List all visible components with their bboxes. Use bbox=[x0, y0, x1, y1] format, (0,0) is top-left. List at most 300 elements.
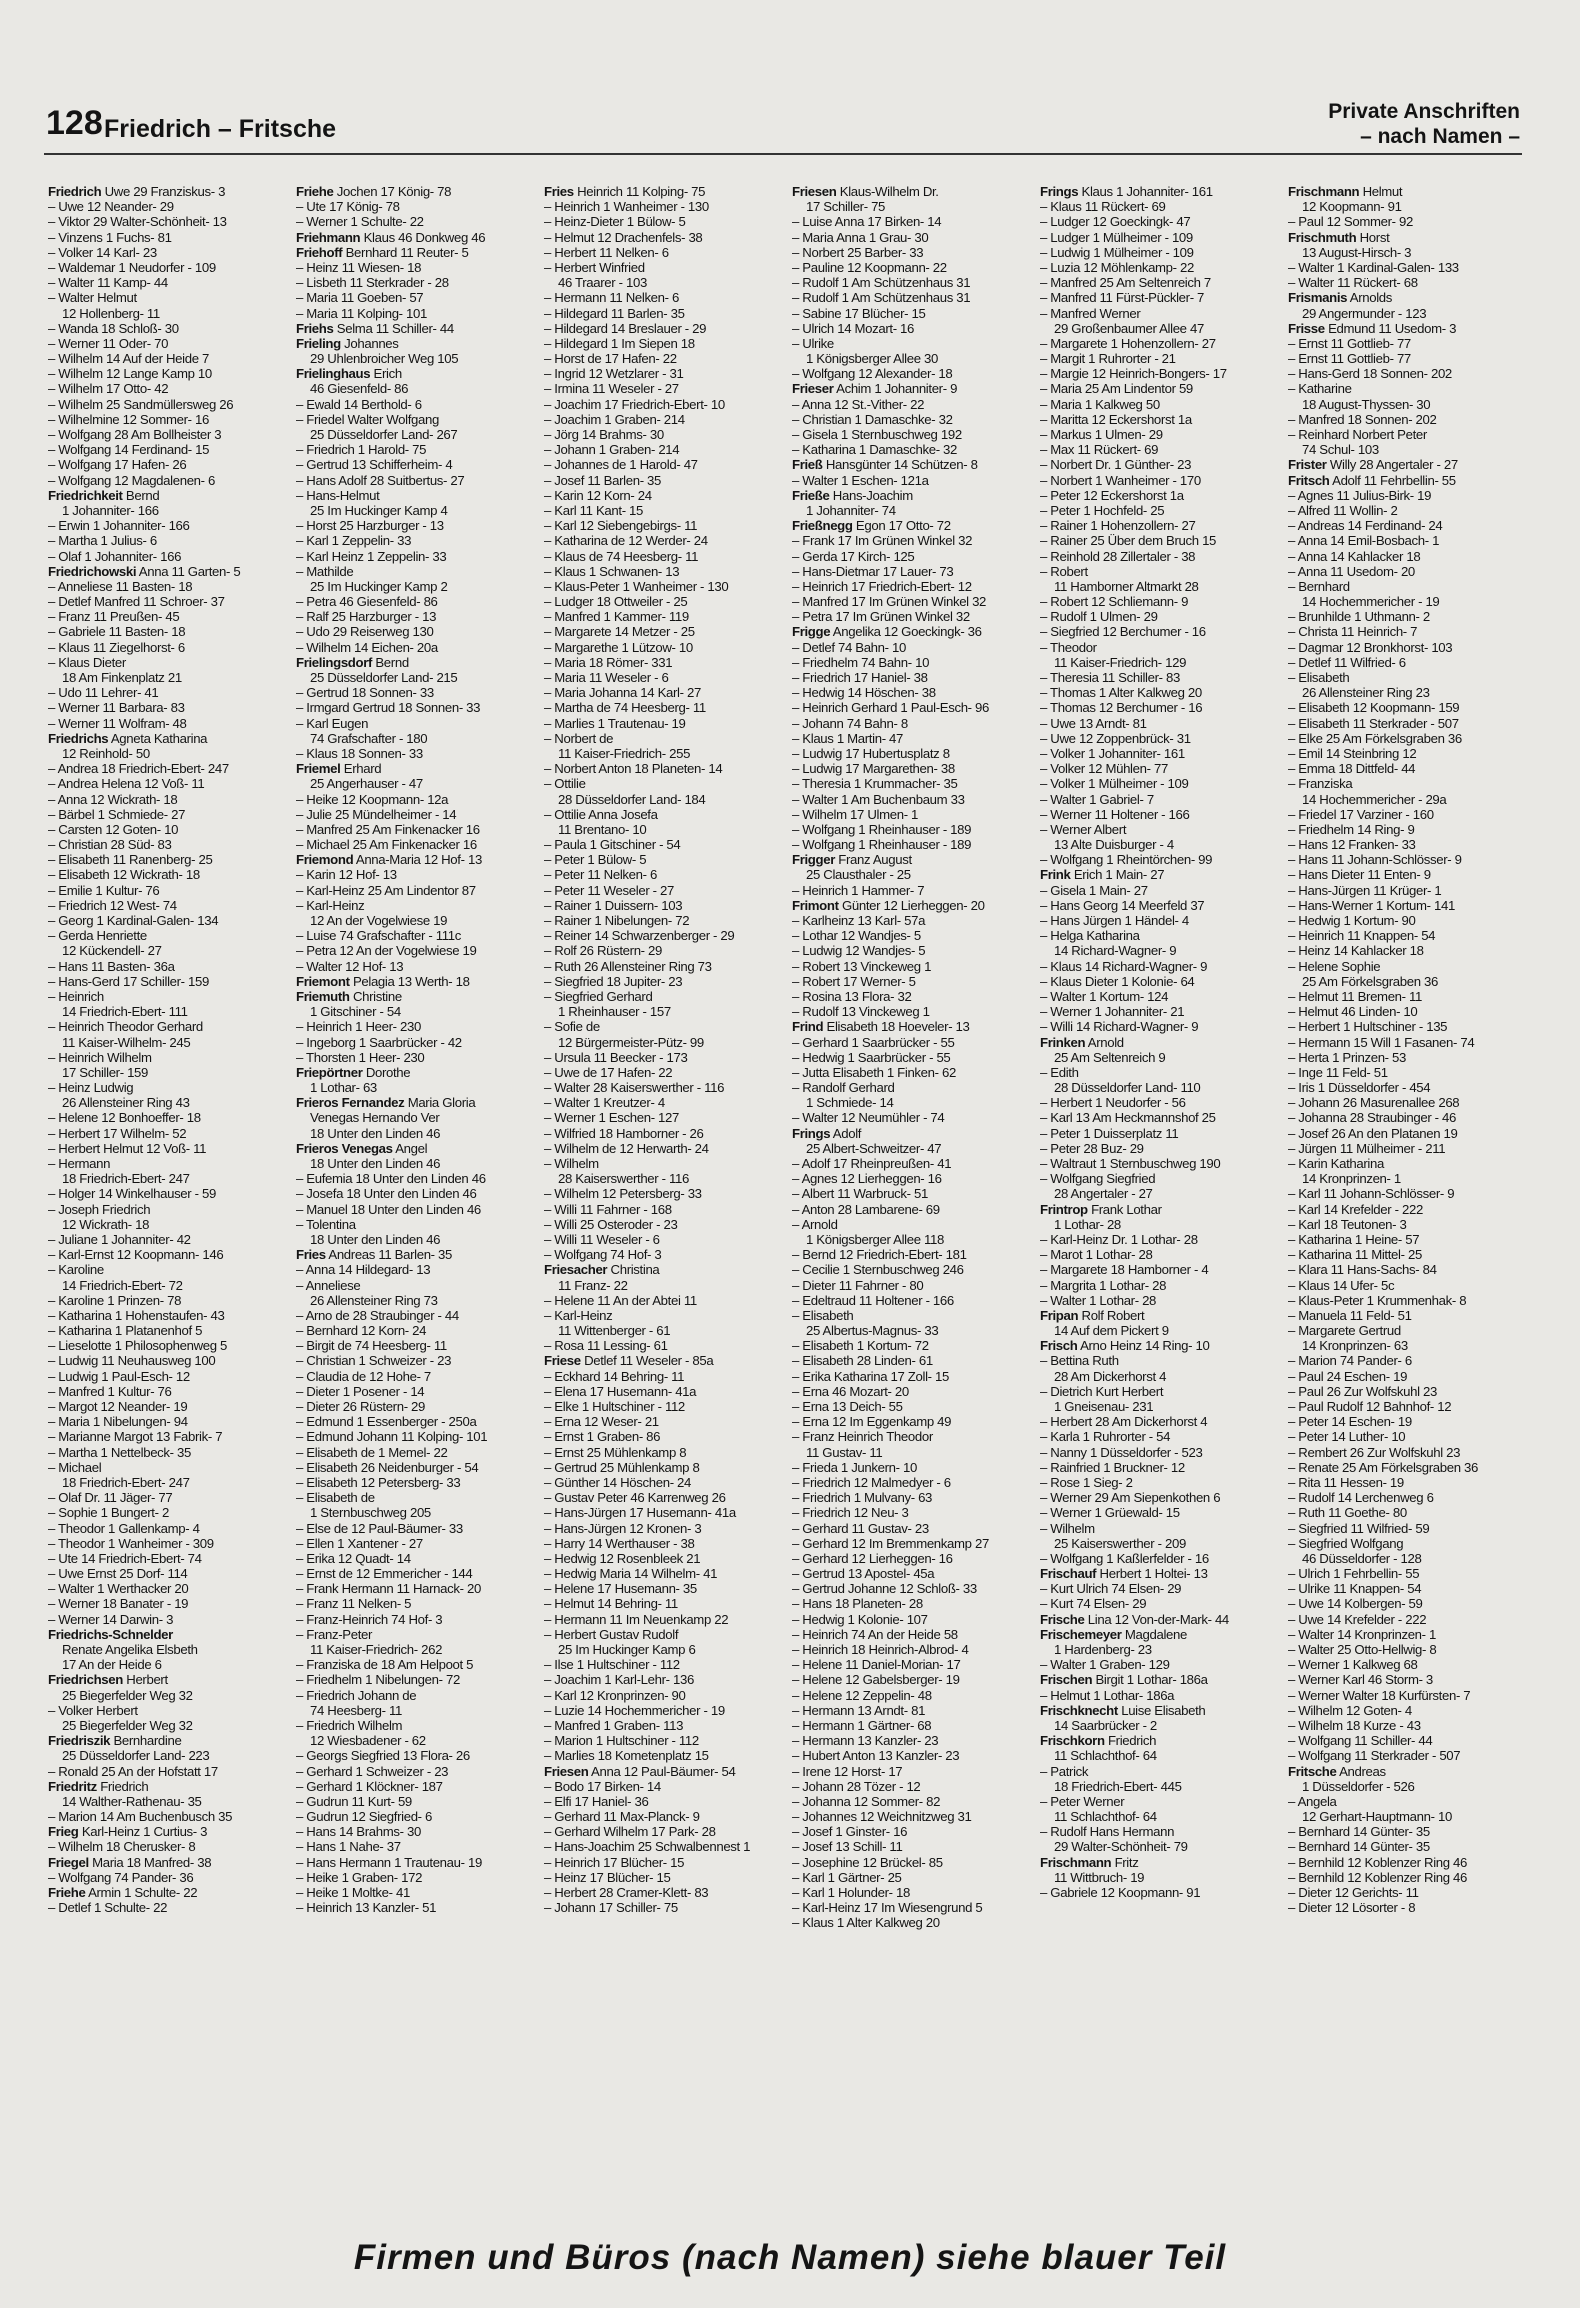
directory-entry bbox=[792, 1247, 1030, 1262]
directory-entry bbox=[544, 1490, 782, 1505]
directory-entry bbox=[48, 1672, 286, 1687]
directory-entry bbox=[1040, 959, 1278, 974]
entry-text: – Petra 17 Im Grünen Winkel 32 bbox=[792, 609, 970, 625]
directory-entry bbox=[48, 397, 286, 412]
entry-text: – Margarete Gertrud bbox=[1288, 1323, 1401, 1339]
surname: Friedritz bbox=[48, 1778, 97, 1794]
entry-text: – Marianne Margot 13 Fabrik- 7 bbox=[48, 1429, 223, 1445]
directory-entry bbox=[48, 336, 286, 351]
surname: Fripan bbox=[1040, 1307, 1079, 1323]
directory-entry bbox=[296, 1050, 534, 1065]
directory-entry bbox=[544, 731, 782, 746]
directory-entry bbox=[1288, 397, 1526, 412]
directory-entry bbox=[544, 1080, 782, 1095]
directory-entry bbox=[544, 1338, 782, 1353]
entry-text: – Andreas 14 Ferdinand- 24 bbox=[1288, 518, 1443, 534]
entry-text: – Christa 11 Heinrich- 7 bbox=[1288, 624, 1418, 640]
entry-text: – Rudolf Hans Hermann bbox=[1040, 1824, 1175, 1840]
entry-text: Selma 11 Schiller- 44 bbox=[333, 320, 454, 336]
entry-text: – Peter 14 Eschen- 19 bbox=[1288, 1414, 1412, 1430]
entry-text: 1 Sternbuschweg 205 bbox=[310, 1505, 431, 1521]
directory-entry bbox=[296, 1247, 534, 1262]
entry-text: Heinrich 11 Kolping- 75 bbox=[573, 184, 706, 199]
entry-text: – Marion 74 Pander- 6 bbox=[1288, 1353, 1412, 1369]
directory-entry bbox=[792, 989, 1030, 1004]
directory-entry bbox=[296, 974, 534, 989]
entry-text: 29 Uhlenbroicher Weg 105 bbox=[310, 351, 459, 367]
entry-text: – Karl-Heinz 17 Im Wiesengrund 5 bbox=[792, 1900, 983, 1916]
entry-text: – Max 11 Rückert- 69 bbox=[1040, 442, 1159, 458]
entry-text: – Volker 12 Mühlen- 77 bbox=[1040, 761, 1168, 777]
directory-entry bbox=[1040, 852, 1278, 867]
directory-entry bbox=[48, 1475, 286, 1490]
directory-entry bbox=[544, 1885, 782, 1900]
directory-entry bbox=[544, 1642, 782, 1657]
directory-entry bbox=[544, 1247, 782, 1262]
directory-entry bbox=[792, 1308, 1030, 1323]
entry-text: – Johanna 28 Straubinger - 46 bbox=[1288, 1110, 1457, 1126]
directory-entry bbox=[1040, 1217, 1278, 1232]
directory-entry bbox=[792, 1839, 1030, 1854]
directory-entry bbox=[1040, 1247, 1278, 1262]
directory-entry bbox=[48, 928, 286, 943]
directory-entry bbox=[1040, 594, 1278, 609]
entry-text: – Klaus 11 Ziegelhorst- 6 bbox=[48, 639, 185, 655]
entry-text: 13 August-Hirsch- 3 bbox=[1302, 244, 1412, 260]
directory-entry bbox=[48, 245, 286, 260]
directory-entry bbox=[1288, 913, 1526, 928]
directory-entry bbox=[48, 867, 286, 882]
directory-entry bbox=[296, 1490, 534, 1505]
entry-text: – Werner 14 Darwin- 3 bbox=[48, 1611, 174, 1627]
entry-text: Hansgünter 14 Schützen- 8 bbox=[822, 457, 978, 473]
entry-text: – Maria 11 Weseler - 6 bbox=[544, 670, 669, 685]
entry-text: – Norbert Dr. 1 Günther- 23 bbox=[1040, 457, 1192, 473]
surname: Fritsch bbox=[1288, 472, 1330, 488]
entry-text: – Ute 14 Friedrich-Ebert- 74 bbox=[48, 1550, 202, 1566]
directory-entry bbox=[1288, 898, 1526, 913]
directory-entry bbox=[296, 199, 534, 214]
directory-entry bbox=[296, 670, 534, 685]
directory-entry bbox=[1288, 1080, 1526, 1095]
surname: Frisse bbox=[1288, 320, 1325, 336]
entry-text: – Josef 1 Ginster- 16 bbox=[792, 1824, 908, 1840]
entry-text: – Hans Georg 14 Meerfeld 37 bbox=[1040, 897, 1205, 913]
directory-entry bbox=[48, 761, 286, 776]
directory-entry bbox=[792, 1536, 1030, 1551]
directory-entry bbox=[1288, 1429, 1526, 1444]
entry-text: – Hans 11 Basten- 36a bbox=[48, 958, 175, 974]
directory-entry bbox=[1288, 427, 1526, 442]
entry-text: – Waltraut 1 Sternbuschweg 190 bbox=[1040, 1156, 1221, 1171]
entry-text: – Friedel Walter Wolfgang bbox=[296, 411, 439, 427]
entry-text: – Gisela 1 Main- 27 bbox=[1040, 882, 1148, 898]
entry-text: – Harry 14 Werthauser - 38 bbox=[544, 1535, 695, 1551]
directory-entry bbox=[48, 1612, 286, 1627]
directory-entry bbox=[48, 199, 286, 214]
entry-text: – Walter 14 Kronprinzen- 1 bbox=[1288, 1626, 1437, 1642]
directory-entry bbox=[1288, 1809, 1526, 1824]
surname: Frigge bbox=[792, 624, 831, 640]
directory-entry bbox=[1040, 913, 1278, 928]
entry-text: – Gertrud 13 Schifferheim- 4 bbox=[296, 457, 453, 473]
entry-text: – Gabriele 11 Basten- 18 bbox=[48, 624, 186, 640]
directory-entry bbox=[1288, 1551, 1526, 1566]
entry-text: 1 Lothar- 28 bbox=[1054, 1216, 1121, 1232]
entry-text: – Robert bbox=[1040, 563, 1088, 579]
entry-text: – Wilhelm 18 Cherusker- 8 bbox=[48, 1839, 196, 1855]
entry-text: – Joachim 1 Karl-Lehr- 136 bbox=[544, 1672, 694, 1688]
entry-text: – Margarete 14 Metzer - 25 bbox=[544, 624, 695, 640]
directory-entry bbox=[544, 685, 782, 700]
entry-text: – Hans-Jürgen 12 Kronen- 3 bbox=[544, 1520, 702, 1536]
entry-text: 1 Königsberger Allee 118 bbox=[806, 1231, 944, 1247]
entry-text: – Friedrich 12 Neu- 3 bbox=[792, 1505, 909, 1521]
surname: Frischkorn bbox=[1040, 1733, 1105, 1749]
directory-entry bbox=[544, 184, 782, 199]
directory-entry bbox=[296, 275, 534, 290]
directory-entry bbox=[1040, 1839, 1278, 1854]
directory-entry bbox=[544, 1353, 782, 1368]
surname: Frieß bbox=[792, 457, 823, 473]
directory-entry bbox=[48, 1369, 286, 1384]
directory-entry bbox=[544, 792, 782, 807]
entry-text: – Gerhard 11 Gustav- 23 bbox=[792, 1520, 929, 1536]
surname: Friesacher bbox=[544, 1262, 608, 1278]
directory-entry bbox=[1288, 1794, 1526, 1809]
entry-text: – Karl 1 Gärtner- 25 bbox=[792, 1869, 902, 1885]
directory-entry bbox=[1288, 336, 1526, 351]
directory-entry bbox=[1288, 1885, 1526, 1900]
entry-text: 17 Schiller- 75 bbox=[806, 199, 886, 215]
entry-text: 14 Hochemmericher - 19 bbox=[1302, 594, 1440, 610]
directory-entry bbox=[544, 1748, 782, 1763]
entry-text: – Heinz-Dieter 1 Bülow- 5 bbox=[544, 214, 686, 230]
directory-entry bbox=[1288, 1521, 1526, 1536]
directory-entry bbox=[792, 867, 1030, 882]
directory-entry bbox=[296, 442, 534, 457]
entry-text: – Wolfgang 14 Ferdinand- 15 bbox=[48, 442, 210, 458]
directory-entry bbox=[1288, 1460, 1526, 1475]
directory-entry bbox=[792, 655, 1030, 670]
entry-text: – Ulrike 11 Knappen- 54 bbox=[1288, 1581, 1422, 1597]
directory-entry bbox=[48, 1308, 286, 1323]
directory-entry bbox=[544, 1110, 782, 1125]
entry-text: – Maria 1 Kalkweg 50 bbox=[1040, 396, 1160, 412]
entry-text: – Manuela 11 Feld- 51 bbox=[1288, 1307, 1412, 1323]
entry-text: – Maria Anna 1 Grau- 30 bbox=[792, 229, 929, 245]
entry-text: Erich bbox=[370, 366, 402, 382]
entry-text: 1 Johanniter- 166 bbox=[62, 502, 159, 518]
directory-entry bbox=[1040, 1551, 1278, 1566]
entry-text: – Heinrich 74 An der Heide 58 bbox=[792, 1626, 958, 1642]
directory-entry bbox=[296, 731, 534, 746]
entry-text: – Anna 12 Wickrath- 18 bbox=[48, 791, 178, 807]
entry-text: – Hermann bbox=[48, 1156, 111, 1171]
directory-entry bbox=[48, 898, 286, 913]
entry-text: 11 Wittbruch- 19 bbox=[1054, 1869, 1145, 1885]
entry-text: – Katharina 1 Damaschke- 32 bbox=[792, 442, 958, 458]
entry-text: – Robert 13 Vinckeweg 1 bbox=[792, 958, 932, 974]
entry-text: – Walter 1 Lothar- 28 bbox=[1040, 1292, 1157, 1308]
entry-text: – Detlef Manfred 11 Schroer- 37 bbox=[48, 594, 225, 610]
entry-text: 28 Düsseldorfer Land- 184 bbox=[558, 791, 706, 807]
entry-text: – Anneliese bbox=[296, 1277, 361, 1293]
surname: Friesen bbox=[544, 1763, 589, 1779]
directory-entry bbox=[1040, 1657, 1278, 1672]
entry-text: – Ulrich 14 Mozart- 16 bbox=[792, 320, 915, 336]
directory-entry bbox=[544, 1688, 782, 1703]
entry-text: – Theodor 1 Gallenkamp- 4 bbox=[48, 1520, 200, 1536]
entry-text: Frank Lothar bbox=[1087, 1201, 1162, 1217]
entry-text: 18 Unter den Linden 46 bbox=[310, 1156, 441, 1171]
entry-text: – Reinhard Norbert Peter bbox=[1288, 427, 1427, 442]
entry-text: – Hans 11 Johann-Schlösser- 9 bbox=[1288, 852, 1462, 868]
directory-entry bbox=[544, 1308, 782, 1323]
entry-text: – Detlef 11 Wilfried- 6 bbox=[1288, 654, 1406, 670]
directory-entry bbox=[296, 776, 534, 791]
directory-entry bbox=[1040, 746, 1278, 761]
entry-text: 12 Koopmann- 91 bbox=[1302, 199, 1402, 215]
entry-text: – Hildegard 11 Barlen- 35 bbox=[544, 305, 685, 321]
entry-text: – Ellen 1 Xantener - 27 bbox=[296, 1535, 423, 1551]
entry-text: – Martha de 74 Heesberg- 11 bbox=[544, 700, 706, 716]
directory-entry bbox=[1040, 1414, 1278, 1429]
directory-entry bbox=[1288, 214, 1526, 229]
directory-entry bbox=[296, 503, 534, 518]
entry-text: – Marion 14 Am Buchenbusch 35 bbox=[48, 1809, 233, 1825]
directory-entry bbox=[1040, 1521, 1278, 1536]
entry-text: – Friedrich 1 Harold- 75 bbox=[296, 442, 427, 458]
entry-text: – Maria 18 Römer- 331 bbox=[544, 654, 673, 670]
directory-entry bbox=[1288, 746, 1526, 761]
entry-text: – Werner 29 Am Siepenkothen 6 bbox=[1040, 1490, 1221, 1506]
entry-text: – Hans-Dietmar 17 Lauer- 73 bbox=[792, 563, 954, 579]
entry-text: – Hans 1 Nahe- 37 bbox=[296, 1839, 401, 1855]
entry-text: – Paul Rudolf 12 Bahnhof- 12 bbox=[1288, 1399, 1452, 1414]
entry-text: – Anton 28 Lambarene- 69 bbox=[792, 1201, 940, 1217]
entry-text: – Katharina de 12 Werder- 24 bbox=[544, 533, 708, 549]
entry-text: – Wilhelm 14 Eichen- 20a bbox=[296, 639, 438, 655]
directory-entry bbox=[792, 1551, 1030, 1566]
directory-entry bbox=[544, 1156, 782, 1171]
directory-entry bbox=[544, 640, 782, 655]
directory-entry bbox=[792, 1596, 1030, 1611]
surname: Frischemeyer bbox=[1040, 1626, 1122, 1642]
directory-entry bbox=[296, 837, 534, 852]
entry-text: 28 Angertaler - 27 bbox=[1054, 1186, 1153, 1202]
entry-text: – Hans-Jürgen 11 Krüger- 1 bbox=[1288, 882, 1442, 898]
directory-entry bbox=[296, 230, 534, 245]
entry-text: – Helene Sophie bbox=[1288, 958, 1381, 974]
entry-text: Herbert bbox=[122, 1672, 168, 1688]
entry-text: – Edmund Johann 11 Kolping- 101 bbox=[296, 1429, 488, 1445]
directory-entry bbox=[296, 1839, 534, 1854]
entry-text: – Werner 1 Kalkweg 68 bbox=[1288, 1657, 1418, 1673]
directory-entry bbox=[48, 594, 286, 609]
directory-entry bbox=[1040, 928, 1278, 943]
directory-entry bbox=[1040, 1445, 1278, 1460]
entry-text: – Heike 1 Moltke- 41 bbox=[296, 1885, 410, 1900]
entry-text: – Klaus-Peter 1 Wanheimer - 130 bbox=[544, 578, 729, 594]
entry-text: 12 Wickrath- 18 bbox=[62, 1216, 150, 1232]
surname: Friegel bbox=[48, 1854, 89, 1870]
directory-entry bbox=[296, 1703, 534, 1718]
directory-entry bbox=[792, 959, 1030, 974]
entry-text: – Heinz 11 Wiesen- 18 bbox=[296, 259, 422, 275]
entry-text: – Friedrich 12 West- 74 bbox=[48, 897, 177, 913]
entry-text: – Rose 1 Sieg- 2 bbox=[1040, 1474, 1133, 1490]
entry-text: – Franz Heinrich Theodor bbox=[792, 1429, 933, 1445]
entry-text: – Joachim 1 Graben- 214 bbox=[544, 411, 685, 427]
entry-text: 18 Unter den Linden 46 bbox=[310, 1231, 441, 1247]
directory-entry bbox=[1040, 1490, 1278, 1505]
entry-text: – Sabine 17 Blücher- 15 bbox=[792, 305, 926, 321]
directory-entry bbox=[1040, 260, 1278, 275]
surname: Frisch bbox=[1040, 1338, 1078, 1354]
entry-text: – Walter 1 Werthacker 20 bbox=[48, 1581, 189, 1597]
directory-entry bbox=[296, 579, 534, 594]
entry-text: – Hans 14 Brahms- 30 bbox=[296, 1824, 421, 1840]
entry-text: – Thomas 1 Alter Kalkweg 20 bbox=[1040, 685, 1202, 701]
entry-text: – Karl 11 Johann-Schlösser- 9 bbox=[1288, 1186, 1455, 1202]
entry-text: 18 Am Finkenplatz 21 bbox=[62, 670, 182, 685]
directory-entry bbox=[544, 306, 782, 321]
directory-entry bbox=[1040, 564, 1278, 579]
entry-text: – Bärbel 1 Schmiede- 27 bbox=[48, 806, 186, 822]
entry-text: – Agnes 12 Lierheggen- 16 bbox=[792, 1171, 942, 1187]
directory-entry bbox=[296, 867, 534, 882]
surname: Frischmann bbox=[1040, 1854, 1112, 1870]
entry-text: – Emil 14 Steinbring 12 bbox=[1288, 745, 1417, 761]
directory-entry bbox=[48, 488, 286, 503]
entry-text: – Holger 14 Winkelhauser - 59 bbox=[48, 1186, 216, 1202]
directory-entry bbox=[48, 700, 286, 715]
entry-text: – Werner 11 Oder- 70 bbox=[48, 335, 169, 351]
directory-entry bbox=[296, 1369, 534, 1384]
entry-text: – Herbert 1 Neudorfer - 56 bbox=[1040, 1095, 1186, 1111]
directory-entry bbox=[48, 943, 286, 958]
directory-entry bbox=[48, 959, 286, 974]
entry-text: – Claudia de 12 Hohe- 7 bbox=[296, 1368, 431, 1384]
entry-text: – Karl Heinz 1 Zeppelin- 33 bbox=[296, 548, 447, 564]
entry-text: 14 Saarbrücker - 2 bbox=[1054, 1717, 1157, 1733]
entry-text: – Friedrich 12 Malmedyer - 6 bbox=[792, 1474, 951, 1490]
entry-text: 11 Kaiser-Friedrich- 129 bbox=[1054, 654, 1187, 670]
entry-text: 1 Hardenberg- 23 bbox=[1054, 1642, 1152, 1657]
directory-entry bbox=[1288, 1672, 1526, 1687]
entry-text: – Heinz 17 Blücher- 15 bbox=[544, 1869, 671, 1885]
entry-text: – Karl Eugen bbox=[296, 715, 369, 731]
entry-text: – Werner Albert bbox=[1040, 821, 1127, 837]
entry-text: – Hedwig 1 Kortum- 90 bbox=[1288, 913, 1416, 928]
directory-entry bbox=[544, 1809, 782, 1824]
entry-text: Rolf Robert bbox=[1078, 1307, 1145, 1323]
entry-text: – Rainfried 1 Bruckner- 12 bbox=[1040, 1459, 1185, 1475]
directory-entry bbox=[48, 807, 286, 822]
directory-entry bbox=[48, 1141, 286, 1156]
entry-text: – Margit 1 Ruhrorter - 21 bbox=[1040, 351, 1176, 367]
directory-entry bbox=[48, 1338, 286, 1353]
directory-entry bbox=[544, 1612, 782, 1627]
directory-entry bbox=[48, 503, 286, 518]
directory-entry bbox=[296, 898, 534, 913]
entry-text: – Karl-Heinz bbox=[544, 1307, 613, 1323]
entry-text: – Elke 1 Hultschiner - 112 bbox=[544, 1399, 685, 1414]
directory-entry bbox=[1288, 594, 1526, 609]
directory-entry bbox=[1040, 351, 1278, 366]
directory-entry bbox=[544, 1065, 782, 1080]
footer-note: Firmen und Büros (nach Namen) siehe blauer Teil bbox=[353, 2238, 1227, 2277]
directory-entry bbox=[48, 1050, 286, 1065]
directory-column-6 bbox=[1288, 184, 1526, 1915]
entry-text: – Heinrich Wilhelm bbox=[48, 1049, 152, 1065]
directory-entry bbox=[1040, 1065, 1278, 1080]
directory-entry bbox=[296, 290, 534, 305]
directory-entry bbox=[48, 1764, 286, 1779]
entry-text: – Albert 11 Warbruck- 51 bbox=[792, 1186, 928, 1202]
directory-entry bbox=[1040, 306, 1278, 321]
directory-entry bbox=[544, 1733, 782, 1748]
surname: Frink bbox=[1040, 867, 1071, 883]
directory-entry bbox=[544, 974, 782, 989]
entry-text: Uwe 29 Franziskus- 3 bbox=[101, 184, 226, 199]
entry-text: 18 Unter den Linden 46 bbox=[310, 1125, 441, 1141]
entry-text: – Josephine 12 Brückel- 85 bbox=[792, 1854, 943, 1870]
directory-entry bbox=[48, 1627, 286, 1642]
entry-text: – Hans Adolf 28 Suitbertus- 27 bbox=[296, 472, 465, 488]
directory-entry bbox=[792, 1004, 1030, 1019]
directory-entry bbox=[792, 1384, 1030, 1399]
directory-entry bbox=[296, 609, 534, 624]
directory-entry bbox=[48, 1855, 286, 1870]
entry-text: – Peter 1 Bülow- 5 bbox=[544, 852, 647, 868]
surname: Frings bbox=[792, 1125, 831, 1141]
directory-entry bbox=[1040, 1186, 1278, 1201]
section-heading bbox=[1328, 99, 1520, 149]
entry-text: 11 Franz- 22 bbox=[558, 1277, 628, 1293]
directory-entry bbox=[296, 1202, 534, 1217]
directory-entry bbox=[792, 837, 1030, 852]
directory-entry bbox=[792, 883, 1030, 898]
entry-text: – Irmgard Gertrud 18 Sonnen- 33 bbox=[296, 700, 481, 716]
directory-entry bbox=[48, 1110, 286, 1125]
entry-text: – Katharine bbox=[1288, 381, 1352, 397]
directory-entry bbox=[792, 579, 1030, 594]
entry-text: – Katharina 11 Mittel- 25 bbox=[1288, 1247, 1422, 1263]
page-title: Friedrich – Fritsche bbox=[104, 115, 337, 143]
entry-text: – Christian 1 Schweizer - 23 bbox=[296, 1353, 452, 1369]
directory-entry bbox=[48, 1247, 286, 1262]
directory-entry bbox=[544, 1566, 782, 1581]
entry-text: – Friedrich Johann de bbox=[296, 1687, 417, 1703]
surname: Frielingsdorf bbox=[296, 654, 373, 670]
entry-text: – Gerhard 1 Schweizer - 23 bbox=[296, 1763, 449, 1779]
directory-entry bbox=[792, 640, 1030, 655]
entry-text: Friedrich bbox=[1104, 1733, 1157, 1749]
entry-text: – Bettina Ruth bbox=[1040, 1353, 1119, 1369]
entry-text: – Horst de 17 Hafen- 22 bbox=[544, 351, 677, 367]
entry-text: – Manfred 1 Graben- 113 bbox=[544, 1717, 684, 1733]
directory-entry bbox=[544, 230, 782, 245]
entry-text: – Siegfried 12 Berchumer - 16 bbox=[1040, 624, 1206, 640]
directory-entry bbox=[792, 807, 1030, 822]
entry-text: – Hedwig Maria 14 Wilhelm- 41 bbox=[544, 1566, 718, 1582]
entry-text: Klaus-Wilhelm Dr. bbox=[836, 184, 939, 199]
directory-entry bbox=[792, 1156, 1030, 1171]
directory-entry bbox=[1040, 1627, 1278, 1642]
surname: Friesen bbox=[792, 184, 837, 199]
